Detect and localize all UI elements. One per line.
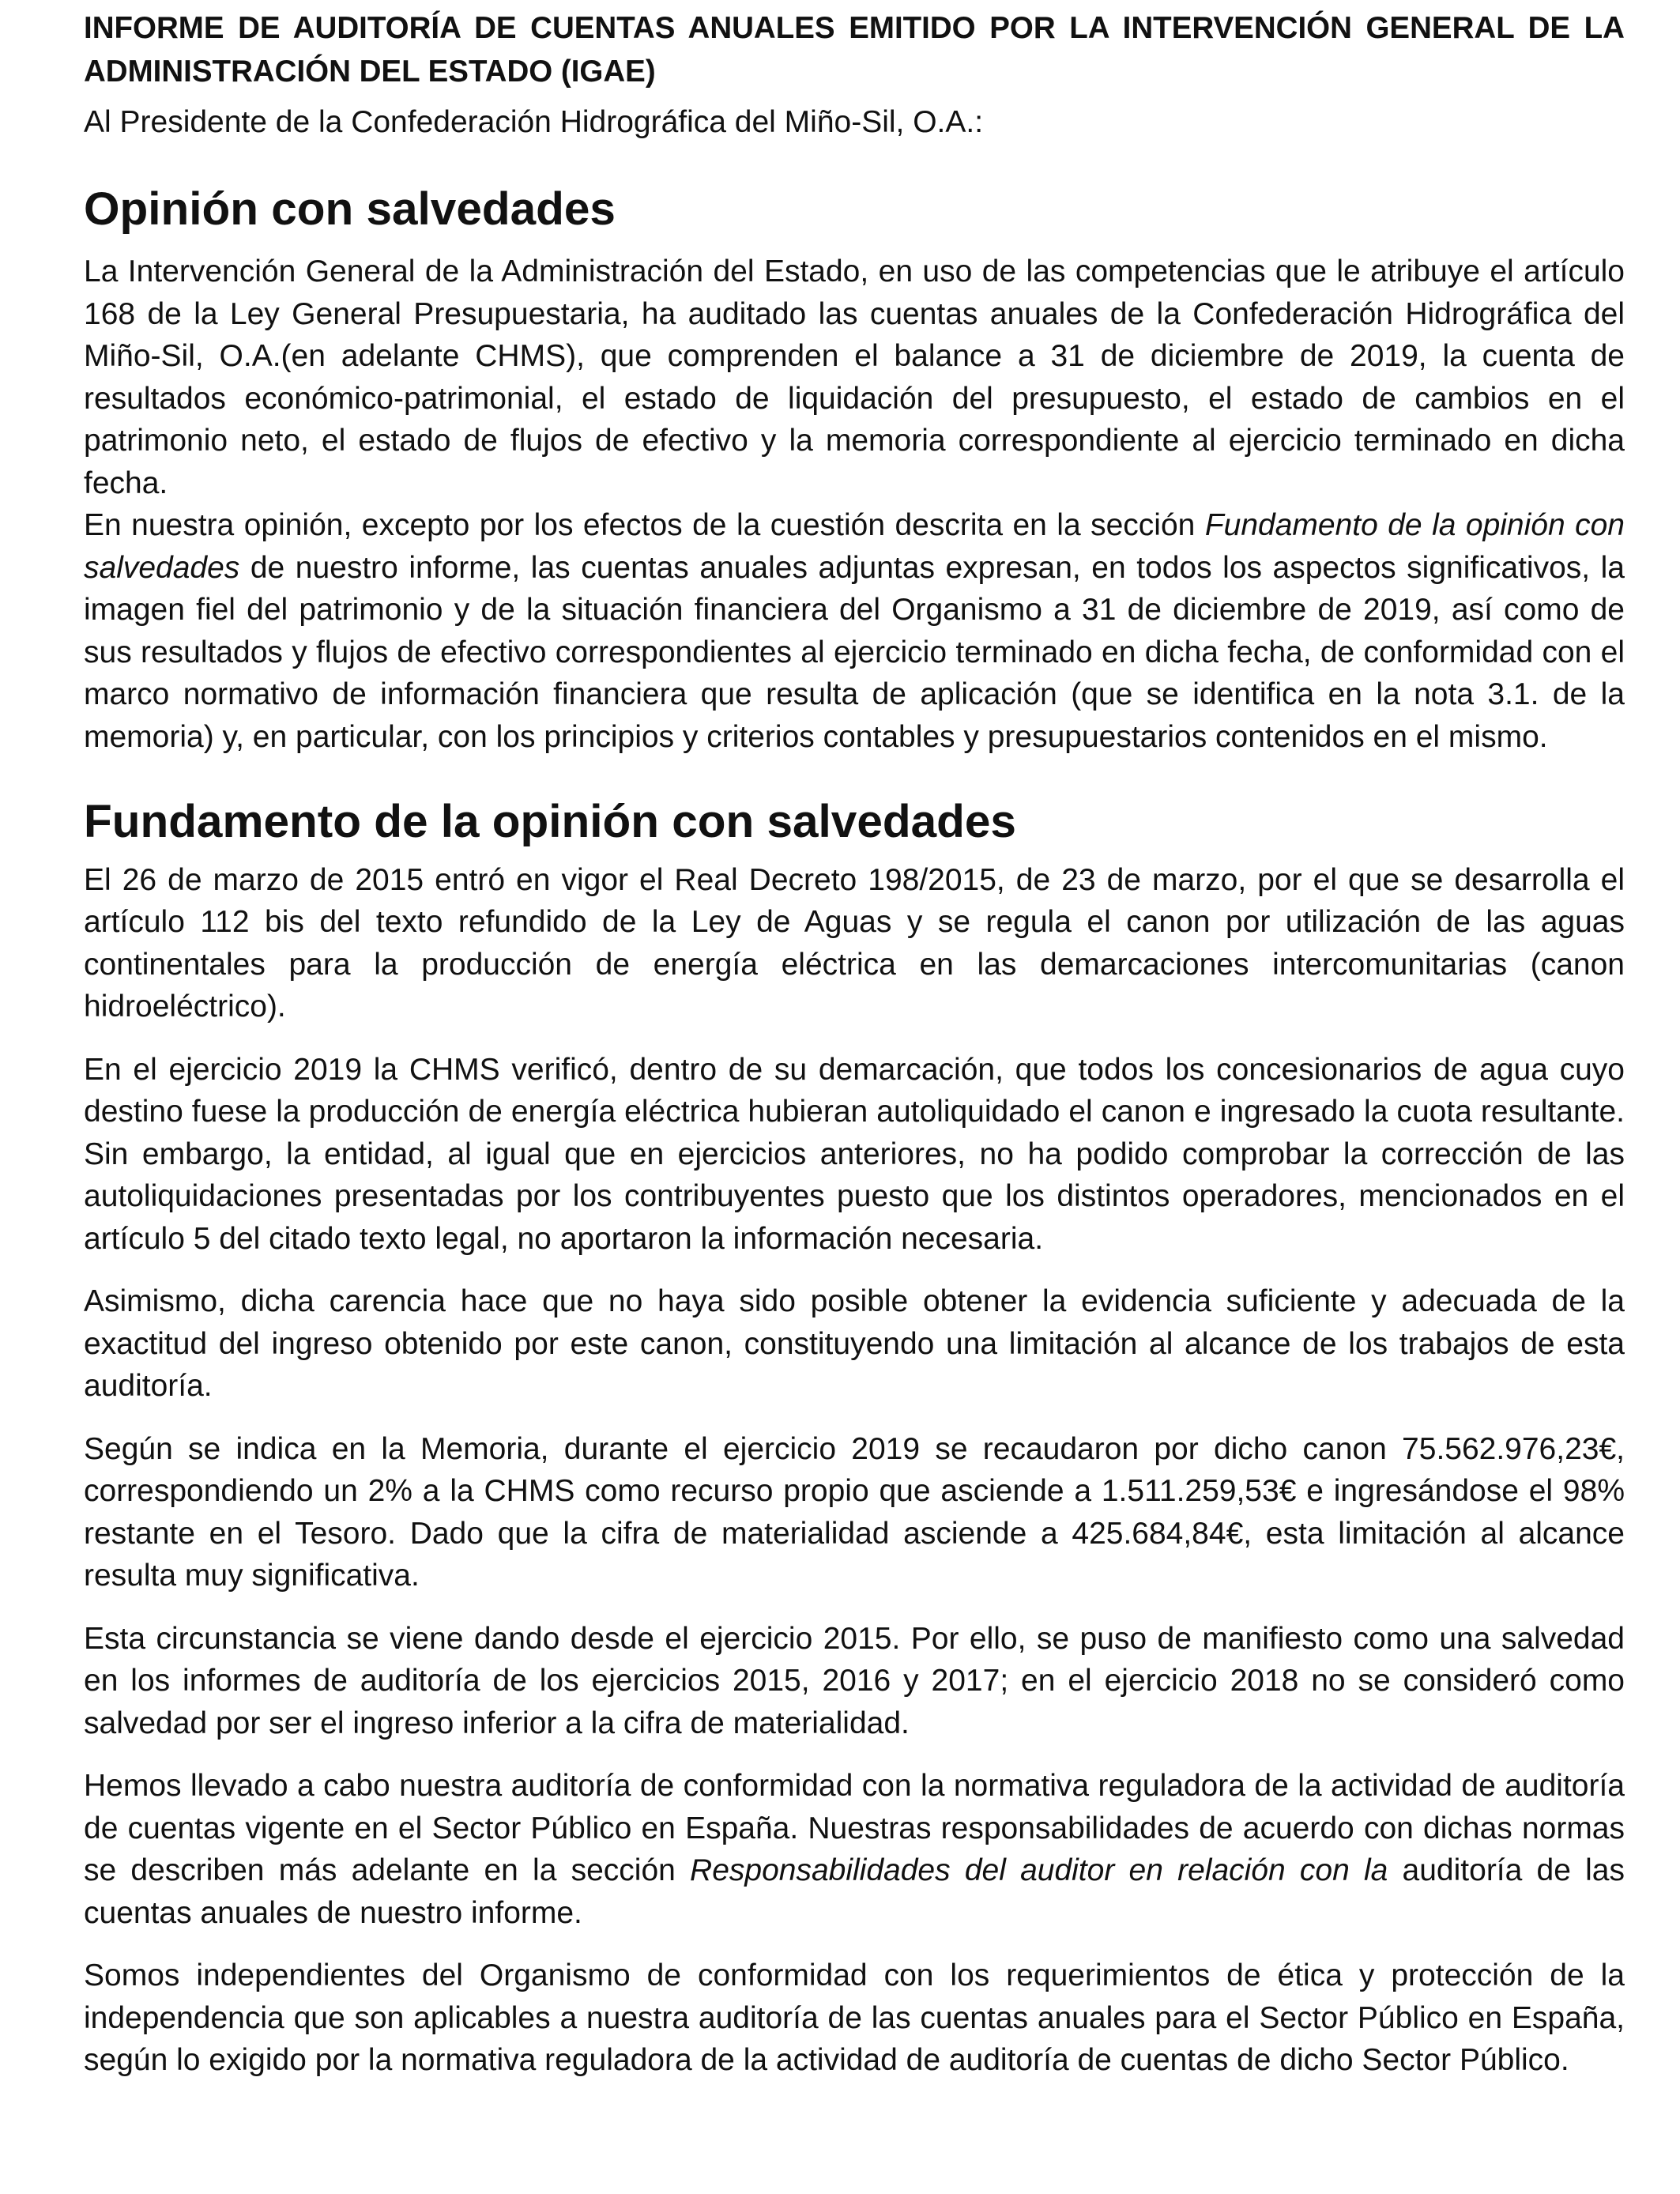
- basis-paragraph-4: Según se indica en la Memoria, durante el ejercicio 2019 se recaudaron por dicho canon 75.562.976,23€, correspondiendo un 2% a la CHMS como recurso propio que asciende a 1.511.259,53€ e ingresándose el 98% restante en el Tesoro. Dado que la cifra de materialidad asciende a 425.684,84€, esta limitación al alcance resulta muy significativa.: [84, 1431, 1625, 1593]
- basis-paragraph-3: Asimismo, dicha carencia hace que no haya sido posible obtener la evidencia suficiente y adecuada de la exactitud del ingreso obtenido por este canon, constituyendo una limitación al alcance de los trabajos de esta auditoría.: [84, 1284, 1625, 1403]
- basis-paragraph-6: [84, 1765, 1625, 1934]
- basis-paragraph-2: En el ejercicio 2019 la CHMS verificó, dentro de su demarcación, que todos los concesionarios de agua cuyo destino fuese la producción de energía eléctrica hubieran autoliquidado el canon e ingresado la cuota resultante. Sin embargo, la entidad, al igual que en ejercicios anteriores, no ha podido comprobar la corrección de las autoliquidaciones presentadas por los contribuyentes puesto que los distintos operadores, mencionados en el artículo 5 del citado texto legal, no aportaron la información necesaria.: [84, 1052, 1625, 1256]
- basis-paragraph-6-italic-ref: Responsabilidades del auditor en relación con la: [690, 1853, 1388, 1887]
- section-heading-opinion: Opinión con salvedades: [84, 183, 616, 235]
- salutation: Al Presidente de la Confederación Hidrográfica del Miño-Sil, O.A.:: [84, 105, 984, 139]
- document-page: [84, 6, 1625, 2082]
- opinion-paragraph-2-italic-ref: Fundamento de la opinión con salvedades: [84, 508, 1625, 585]
- basis-paragraph-5: Esta circunstancia se viene dando desde el ejercicio 2015. Por ello, se puso de manifiesto como una salvedad en los informes de auditoría de los ejercicios 2015, 2016 y 2017; en el ejercicio 2018 no se consideró como salvedad por ser el ingreso inferior a la cifra de materialidad.: [84, 1621, 1625, 1740]
- opinion-paragraph-2-text-a: En nuestra opinión, excepto por los efectos de la cuestión descrita en la sección: [84, 508, 1205, 542]
- basis-paragraph-7: Somos independientes del Organismo de conformidad con los requerimientos de ética y protección de la independencia que son aplicables a nuestra auditoría de las cuentas anuales para el Sector Público en España, según lo exigido por la normativa reguladora de la actividad de auditoría de cuentas de dicho Sector Público.: [84, 1958, 1625, 2077]
- opinion-paragraph-2-text-b: de nuestro informe, las cuentas anuales adjuntas expresan, en todos los aspectos significativos, la imagen fiel del patrimonio y de la situación financiera del Organismo a 31 de diciembre de 2019, así como de sus resultados y flujos de efectivo correspondientes al ejercicio terminado en dicha fecha, de conformidad con el marco normativo de información financiera que resulta de aplicación (que se identifica en la nota 3.1. de la memoria) y, en particular, con los principios y criterios contables y presupuestarios contenidos en el mismo.: [84, 550, 1625, 754]
- opinion-paragraph-1: La Intervención General de la Administración del Estado, en uso de las competencias que le atribuye el artículo 168 de la Ley General Presupuestaria, ha auditado las cuentas anuales de la Confederación Hidrográfica del Miño-Sil, O.A.(en adelante CHMS), que comprenden el balance a 31 de diciembre de 2019, la cuenta de resultados económico-patrimonial, el estado de liquidación del presupuesto, el estado de cambios en el patrimonio neto, el estado de flujos de efectivo y la memoria correspondiente al ejercicio terminado en dicha fecha.: [84, 254, 1625, 500]
- report-title: INFORME DE AUDITORÍA DE CUENTAS ANUALES EMITIDO POR LA INTERVENCIÓN GENERAL DE LA ADMINISTRACIÓN DEL ESTADO (IGAE): [84, 11, 1625, 89]
- basis-paragraph-1: El 26 de marzo de 2015 entró en vigor el Real Decreto 198/2015, de 23 de marzo, por el que se desarrolla el artículo 112 bis del texto refundido de la Ley de Aguas y se regula el canon por utilización de las aguas continentales para la producción de energía eléctrica en las demarcaciones intercomunitarias (canon hidroeléctrico).: [84, 862, 1625, 1023]
- section-heading-basis: Fundamento de la opinión con salvedades: [84, 796, 1016, 847]
- opinion-paragraph-2: [84, 504, 1625, 758]
- basis-paragraph-6-text-b: auditoría de las cuentas anuales de nuestro informe.: [84, 1853, 1625, 1930]
- basis-paragraph-6-text-a: Hemos llevado a cabo nuestra auditoría de conformidad con la normativa reguladora de la actividad de auditoría de cuentas vigente en el Sector Público en España. Nuestras responsabilidades de acuerdo con dichas normas se describen más adelante en la sección: [84, 1769, 1625, 1887]
